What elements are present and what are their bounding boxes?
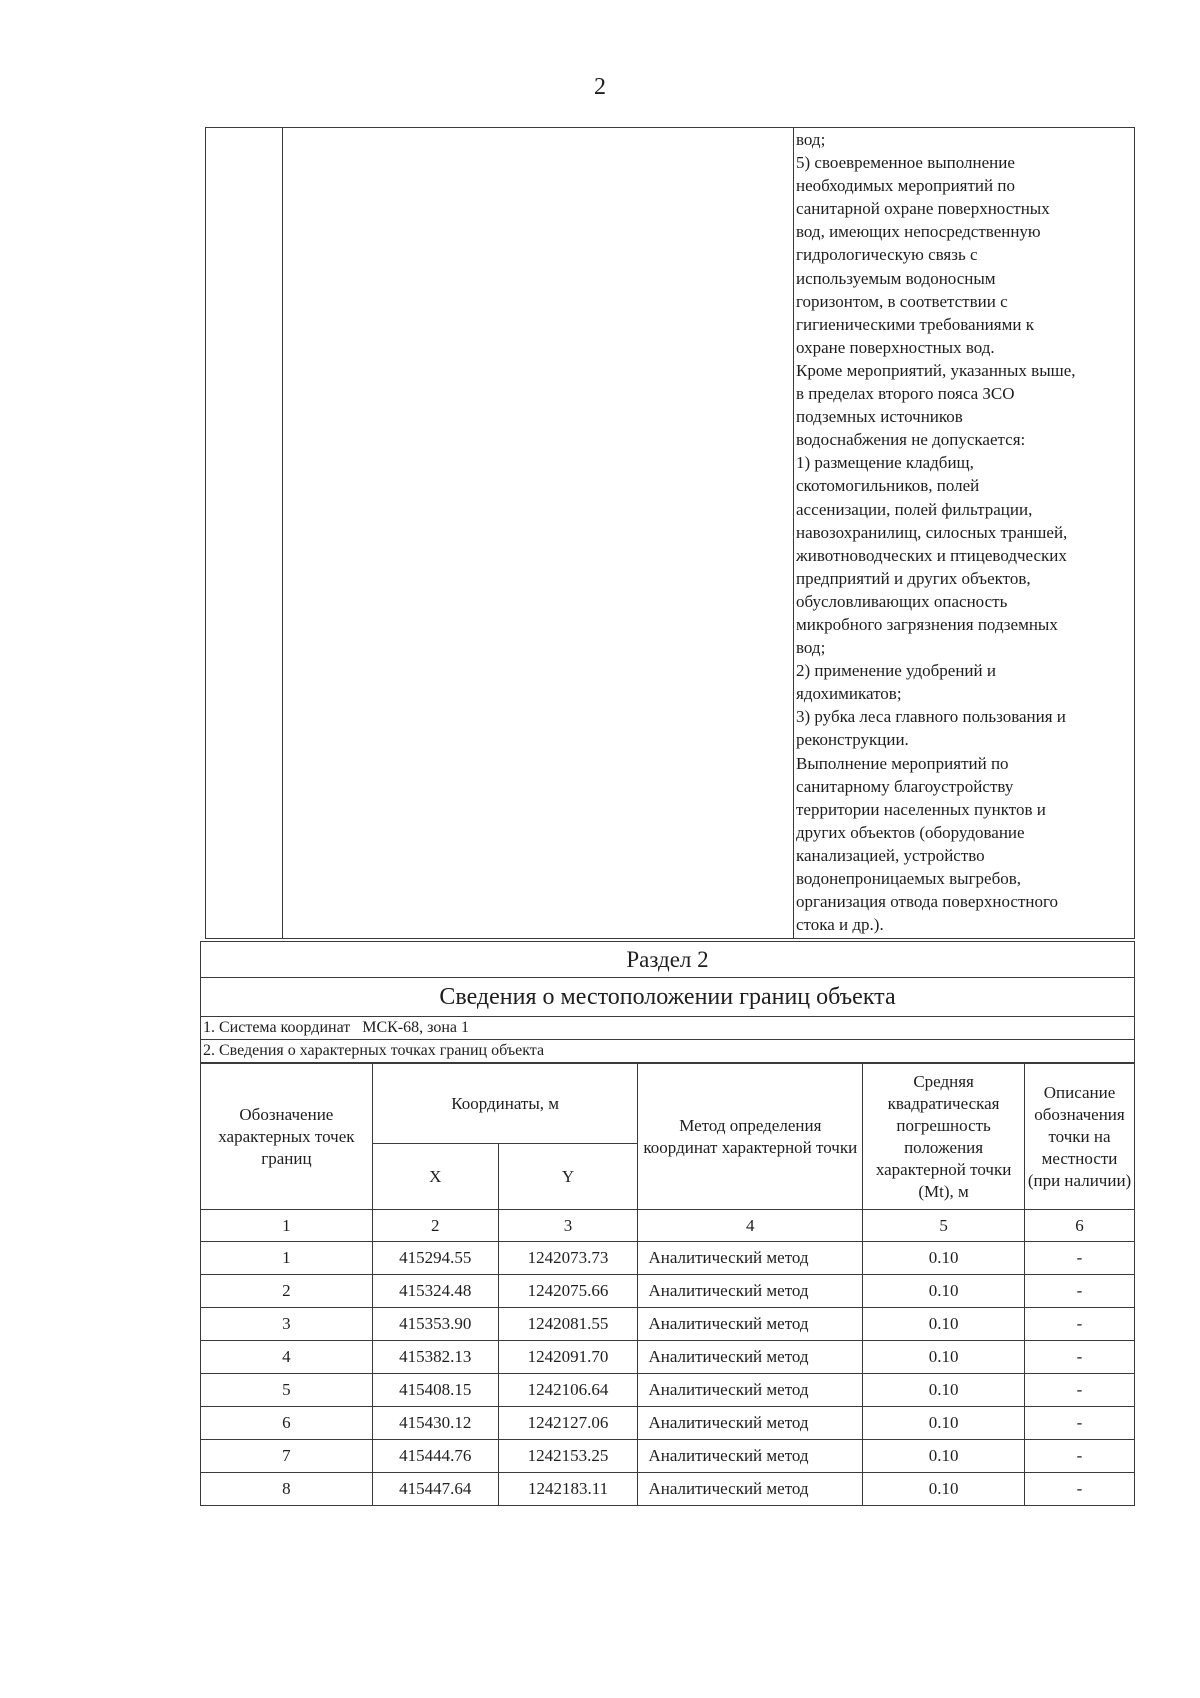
- continuation-text-line: 2) применение удобрений и: [796, 661, 996, 681]
- continuation-empty-column-b: [282, 128, 794, 938]
- section-subtitle: Сведения о местоположении границ объекта: [200, 977, 1135, 1017]
- continuation-text-line: 1) размещение кладбищ,: [796, 453, 974, 473]
- cell-x: 415430.12: [372, 1407, 498, 1440]
- table-row: [201, 1242, 1135, 1275]
- continuation-text-line: Выполнение мероприятий по: [796, 753, 1009, 773]
- header-point: Обозначение характерных точек границ: [201, 1064, 373, 1210]
- column-number: 1: [201, 1210, 373, 1242]
- header-error: Средняя квадратическая погрешность положения характерной точки (Mt), м: [863, 1064, 1025, 1210]
- continuation-text-line: охране поверхностных вод.: [796, 337, 995, 357]
- cell-y: 1242153.25: [498, 1440, 638, 1473]
- continuation-text-line: в пределах второго пояса ЗСО: [796, 384, 1015, 404]
- continuation-text-line: 3) рубка леса главного пользования и: [796, 707, 1066, 727]
- points-table-body: [201, 1242, 1135, 1506]
- page-number: 2: [594, 74, 606, 100]
- cell-description: -: [1025, 1407, 1135, 1440]
- continuation-text-line: территории населенных пунктов и: [796, 799, 1046, 819]
- table-row: [201, 1440, 1135, 1473]
- continuation-text-line: вод, имеющих непосредственную: [796, 222, 1041, 242]
- table-row: [201, 1341, 1135, 1374]
- column-number: 5: [863, 1210, 1025, 1242]
- continuation-text-line: используемым водоносным: [796, 268, 996, 288]
- cell-x: 415444.76: [372, 1440, 498, 1473]
- column-number: 6: [1025, 1210, 1135, 1242]
- cell-y: 1242081.55: [498, 1308, 638, 1341]
- cell-error: 0.10: [863, 1275, 1025, 1308]
- continuation-text-line: вод;: [796, 130, 826, 149]
- cell-method: Аналитический метод: [638, 1242, 863, 1275]
- continuation-empty-column-a: [206, 128, 283, 938]
- cell-point: 5: [201, 1374, 373, 1407]
- cell-point: 6: [201, 1407, 373, 1440]
- cell-description: -: [1025, 1275, 1135, 1308]
- continuation-text-line: горизонтом, в соответствии с: [796, 291, 1008, 311]
- continuation-text-cell: [794, 128, 1134, 936]
- cell-x: 415408.15: [372, 1374, 498, 1407]
- table-row: [201, 1275, 1135, 1308]
- table-row: [201, 1407, 1135, 1440]
- cell-error: 0.10: [863, 1308, 1025, 1341]
- cell-method: Аналитический метод: [638, 1407, 863, 1440]
- header-coords: Координаты, м: [372, 1064, 638, 1144]
- cell-error: 0.10: [863, 1242, 1025, 1275]
- continuation-text-line: ядохимикатов;: [796, 684, 902, 704]
- continuation-text-line: 5) своевременное выполнение: [796, 153, 1015, 173]
- table-row: [201, 1473, 1135, 1506]
- table-row: [201, 1308, 1135, 1341]
- cell-error: 0.10: [863, 1374, 1025, 1407]
- cell-y: 1242091.70: [498, 1341, 638, 1374]
- cell-x: 415447.64: [372, 1473, 498, 1506]
- cell-description: -: [1025, 1242, 1135, 1275]
- cell-error: 0.10: [863, 1407, 1025, 1440]
- continuation-text-line: других объектов (оборудование: [796, 822, 1025, 842]
- continuation-text-line: скотомогильников, полей: [796, 476, 980, 496]
- cell-description: -: [1025, 1473, 1135, 1506]
- cell-error: 0.10: [863, 1341, 1025, 1374]
- continuation-text-line: водонепроницаемых выгребов,: [796, 869, 1022, 888]
- cell-x: 415353.90: [372, 1308, 498, 1341]
- continuation-text-line: канализацией, устройство: [796, 845, 985, 865]
- continuation-text-line: необходимых мероприятий по: [796, 176, 1015, 196]
- cell-error: 0.10: [863, 1440, 1025, 1473]
- continuation-text-line: ассенизации, полей фильтрации,: [796, 499, 1033, 519]
- cell-y: 1242183.11: [498, 1473, 638, 1506]
- continuation-text-line: предприятий и других объектов,: [796, 568, 1031, 588]
- points-heading-row: 2. Сведения о характерных точках границ объекта: [200, 1040, 1135, 1063]
- cell-description: -: [1025, 1308, 1135, 1341]
- coord-system-row: 1. Система координат МСК-68, зона 1: [200, 1017, 1135, 1040]
- column-number: 2: [372, 1210, 498, 1242]
- header-method: Метод определения координат характерной точки: [638, 1064, 863, 1210]
- cell-y: 1242075.66: [498, 1275, 638, 1308]
- header-description: Описание обозначения точки на местности (при наличии): [1025, 1064, 1135, 1210]
- column-number: 4: [638, 1210, 863, 1242]
- continuation-text-line: гигиеническими требованиями к: [796, 314, 1034, 334]
- cell-point: 2: [201, 1275, 373, 1308]
- continuation-text-line: обусловливающих опасность: [796, 591, 1008, 611]
- cell-y: 1242127.06: [498, 1407, 638, 1440]
- continuation-text-line: гидрологическую связь с: [796, 245, 978, 265]
- cell-y: 1242073.73: [498, 1242, 638, 1275]
- header-y: Y: [498, 1144, 638, 1210]
- table-row: [201, 1374, 1135, 1407]
- continuation-text-line: микробного загрязнения подземных: [796, 614, 1058, 634]
- continuation-text-line: подземных источников: [796, 407, 963, 427]
- continuation-text-line: организация отвода поверхностного: [796, 892, 1059, 912]
- cell-description: -: [1025, 1440, 1135, 1473]
- cell-method: Аналитический метод: [638, 1308, 863, 1341]
- cell-method: Аналитический метод: [638, 1473, 863, 1506]
- cell-error: 0.10: [863, 1473, 1025, 1506]
- continuation-text-line: навозохранилищ, силосных траншей,: [796, 522, 1068, 542]
- cell-point: 8: [201, 1473, 373, 1506]
- continuation-text-line: санитарному благоустройству: [796, 776, 1014, 796]
- cell-y: 1242106.64: [498, 1374, 638, 1407]
- cell-method: Аналитический метод: [638, 1440, 863, 1473]
- cell-x: 415324.48: [372, 1275, 498, 1308]
- boundary-points-table: [200, 1063, 1135, 1506]
- cell-description: -: [1025, 1341, 1135, 1374]
- continuation-text-line: реконструкции.: [796, 730, 909, 750]
- continuation-text-line: стока и др.).: [796, 915, 884, 935]
- cell-point: 3: [201, 1308, 373, 1341]
- cell-x: 415382.13: [372, 1341, 498, 1374]
- section-title: Раздел 2: [200, 941, 1135, 978]
- continuation-text-line: водоснабжения не допускается:: [796, 430, 1026, 450]
- cell-x: 415294.55: [372, 1242, 498, 1275]
- continuation-text-line: животноводческих и птицеводческих: [796, 545, 1067, 565]
- continuation-text-line: вод;: [796, 638, 826, 658]
- cell-point: 7: [201, 1440, 373, 1473]
- cell-point: 4: [201, 1341, 373, 1374]
- cell-method: Аналитический метод: [638, 1341, 863, 1374]
- column-number: 3: [498, 1210, 638, 1242]
- cell-point: 1: [201, 1242, 373, 1275]
- header-x: X: [372, 1144, 498, 1210]
- continuation-text-line: Кроме мероприятий, указанных выше,: [796, 360, 1076, 380]
- continuation-table: [205, 127, 1135, 939]
- cell-method: Аналитический метод: [638, 1374, 863, 1407]
- continuation-text-line: санитарной охране поверхностных: [796, 199, 1050, 219]
- cell-method: Аналитический метод: [638, 1275, 863, 1308]
- cell-description: -: [1025, 1374, 1135, 1407]
